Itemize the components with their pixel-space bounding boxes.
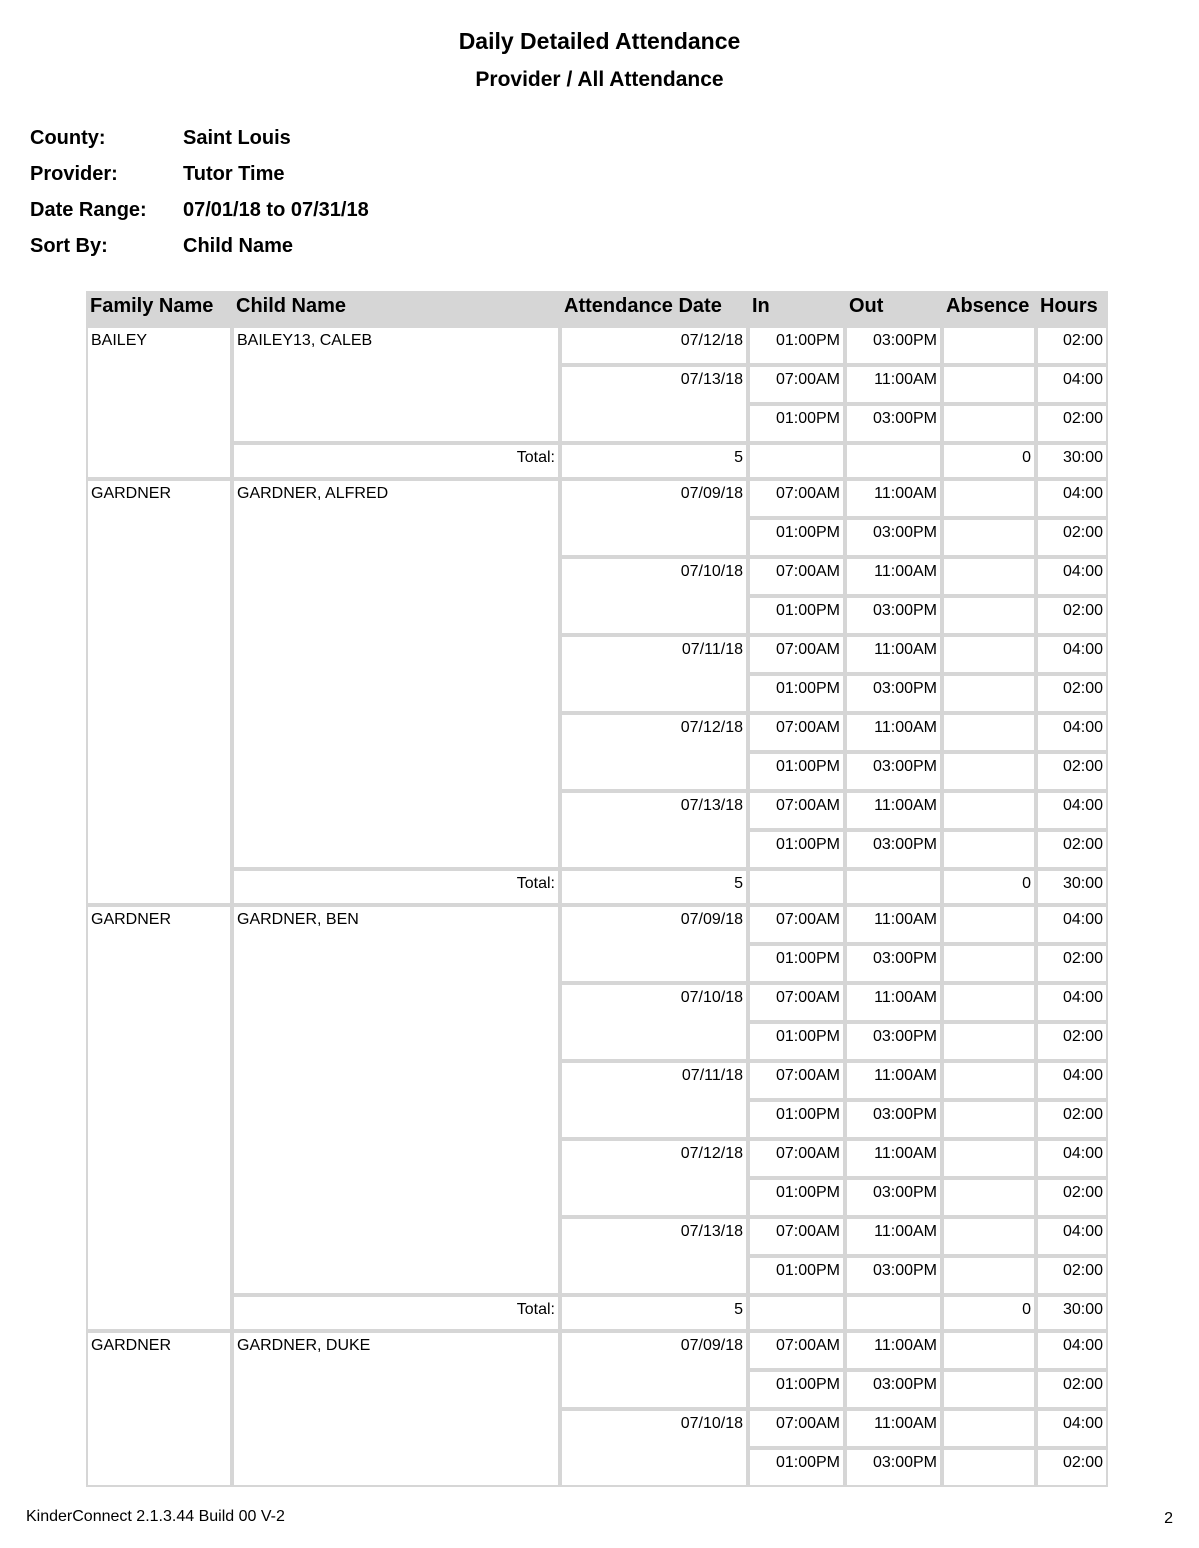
hours-cell: 02:00 bbox=[1036, 944, 1108, 983]
attendance-date-cell: 07/09/18 bbox=[560, 905, 748, 983]
hours-cell: 02:00 bbox=[1036, 1256, 1108, 1295]
time-out-cell: 03:00PM bbox=[845, 830, 942, 869]
total-absence: 0 bbox=[942, 1295, 1036, 1331]
time-out-cell: 03:00PM bbox=[845, 518, 942, 557]
absence-cell bbox=[942, 1256, 1036, 1295]
hours-cell: 02:00 bbox=[1036, 596, 1108, 635]
time-in-cell: 01:00PM bbox=[748, 1022, 845, 1061]
absence-cell bbox=[942, 1409, 1036, 1448]
column-header: Child Name bbox=[232, 291, 560, 326]
total-absence: 0 bbox=[942, 443, 1036, 479]
column-header: Attendance Date bbox=[560, 291, 748, 326]
time-out-cell: 11:00AM bbox=[845, 365, 942, 404]
time-out-cell: 11:00AM bbox=[845, 1331, 942, 1370]
county-label: County: bbox=[30, 127, 106, 149]
hours-cell: 04:00 bbox=[1036, 1217, 1108, 1256]
time-in-cell: 01:00PM bbox=[748, 404, 845, 443]
absence-cell bbox=[942, 1217, 1036, 1256]
absence-cell bbox=[942, 830, 1036, 869]
total-days: 5 bbox=[560, 443, 748, 479]
absence-cell bbox=[942, 713, 1036, 752]
hours-cell: 02:00 bbox=[1036, 518, 1108, 557]
total-out-blank bbox=[845, 1295, 942, 1331]
time-out-cell: 03:00PM bbox=[845, 404, 942, 443]
time-out-cell: 03:00PM bbox=[845, 1022, 942, 1061]
time-in-cell: 07:00AM bbox=[748, 1061, 845, 1100]
time-out-cell: 11:00AM bbox=[845, 905, 942, 944]
absence-cell bbox=[942, 1022, 1036, 1061]
hours-cell: 04:00 bbox=[1036, 635, 1108, 674]
family-name-cell: GARDNER bbox=[86, 905, 232, 1331]
hours-cell: 02:00 bbox=[1036, 1370, 1108, 1409]
child-name-cell: GARDNER, ALFRED bbox=[232, 479, 560, 869]
time-in-cell: 01:00PM bbox=[748, 1178, 845, 1217]
attendance-date-cell: 07/09/18 bbox=[560, 479, 748, 557]
sort-by-label: Sort By: bbox=[30, 235, 108, 257]
hours-cell: 02:00 bbox=[1036, 752, 1108, 791]
absence-cell bbox=[942, 1448, 1036, 1487]
hours-cell: 02:00 bbox=[1036, 404, 1108, 443]
attendance-date-cell: 07/12/18 bbox=[560, 713, 748, 791]
hours-cell: 02:00 bbox=[1036, 1022, 1108, 1061]
hours-cell: 02:00 bbox=[1036, 1100, 1108, 1139]
attendance-date-cell: 07/13/18 bbox=[560, 365, 748, 443]
time-out-cell: 03:00PM bbox=[845, 1256, 942, 1295]
absence-cell bbox=[942, 1331, 1036, 1370]
time-out-cell: 11:00AM bbox=[845, 1139, 942, 1178]
family-name-cell: GARDNER bbox=[86, 479, 232, 905]
time-in-cell: 01:00PM bbox=[748, 1100, 845, 1139]
time-out-cell: 11:00AM bbox=[845, 1061, 942, 1100]
total-absence: 0 bbox=[942, 869, 1036, 905]
family-name-cell: GARDNER bbox=[86, 1331, 232, 1487]
total-label: Total: bbox=[232, 869, 560, 905]
time-in-cell: 01:00PM bbox=[748, 1448, 845, 1487]
attendance-date-cell: 07/10/18 bbox=[560, 557, 748, 635]
time-in-cell: 07:00AM bbox=[748, 905, 845, 944]
attendance-date-cell: 07/09/18 bbox=[560, 1331, 748, 1409]
family-name-cell: BAILEY bbox=[86, 326, 232, 479]
hours-cell: 02:00 bbox=[1036, 830, 1108, 869]
time-out-cell: 03:00PM bbox=[845, 752, 942, 791]
time-out-cell: 11:00AM bbox=[845, 1217, 942, 1256]
attendance-date-cell: 07/13/18 bbox=[560, 1217, 748, 1295]
absence-cell bbox=[942, 1061, 1036, 1100]
absence-cell bbox=[942, 557, 1036, 596]
attendance-date-cell: 07/11/18 bbox=[560, 635, 748, 713]
absence-cell bbox=[942, 1178, 1036, 1217]
hours-cell: 04:00 bbox=[1036, 983, 1108, 1022]
child-name-cell: GARDNER, DUKE bbox=[232, 1331, 560, 1487]
absence-cell bbox=[942, 596, 1036, 635]
total-in-blank bbox=[748, 1295, 845, 1331]
time-in-cell: 01:00PM bbox=[748, 596, 845, 635]
time-in-cell: 07:00AM bbox=[748, 983, 845, 1022]
total-out-blank bbox=[845, 443, 942, 479]
attendance-table bbox=[86, 291, 1108, 1494]
absence-cell bbox=[942, 752, 1036, 791]
hours-cell: 02:00 bbox=[1036, 326, 1108, 365]
time-in-cell: 01:00PM bbox=[748, 1370, 845, 1409]
time-out-cell: 11:00AM bbox=[845, 791, 942, 830]
hours-cell: 04:00 bbox=[1036, 365, 1108, 404]
absence-cell bbox=[942, 791, 1036, 830]
total-out-blank bbox=[845, 869, 942, 905]
attendance-date-cell: 07/12/18 bbox=[560, 1139, 748, 1217]
time-in-cell: 07:00AM bbox=[748, 635, 845, 674]
time-in-cell: 01:00PM bbox=[748, 944, 845, 983]
absence-cell bbox=[942, 1139, 1036, 1178]
column-header: Absence bbox=[942, 291, 1036, 326]
total-label: Total: bbox=[232, 1295, 560, 1331]
hours-cell: 04:00 bbox=[1036, 713, 1108, 752]
time-in-cell: 07:00AM bbox=[748, 1139, 845, 1178]
attendance-date-cell: 07/11/18 bbox=[560, 1061, 748, 1139]
absence-cell bbox=[942, 944, 1036, 983]
time-out-cell: 03:00PM bbox=[845, 1100, 942, 1139]
absence-cell bbox=[942, 674, 1036, 713]
time-in-cell: 07:00AM bbox=[748, 1409, 845, 1448]
total-in-blank bbox=[748, 443, 845, 479]
hours-cell: 04:00 bbox=[1036, 1331, 1108, 1370]
time-in-cell: 01:00PM bbox=[748, 326, 845, 365]
time-out-cell: 11:00AM bbox=[845, 1409, 942, 1448]
attendance-date-cell: 07/10/18 bbox=[560, 1409, 748, 1487]
column-header: Hours bbox=[1036, 291, 1108, 326]
time-out-cell: 03:00PM bbox=[845, 326, 942, 365]
absence-cell bbox=[942, 983, 1036, 1022]
time-in-cell: 01:00PM bbox=[748, 830, 845, 869]
absence-cell bbox=[942, 905, 1036, 944]
hours-cell: 04:00 bbox=[1036, 1061, 1108, 1100]
absence-cell bbox=[942, 1370, 1036, 1409]
hours-cell: 04:00 bbox=[1036, 1139, 1108, 1178]
hours-cell: 04:00 bbox=[1036, 791, 1108, 830]
time-in-cell: 07:00AM bbox=[748, 791, 845, 830]
time-in-cell: 01:00PM bbox=[748, 1256, 845, 1295]
absence-cell bbox=[942, 479, 1036, 518]
county-value: Saint Louis bbox=[183, 127, 291, 149]
absence-cell bbox=[942, 1100, 1036, 1139]
total-label: Total: bbox=[232, 443, 560, 479]
time-in-cell: 01:00PM bbox=[748, 674, 845, 713]
time-out-cell: 11:00AM bbox=[845, 713, 942, 752]
attendance-date-cell: 07/12/18 bbox=[560, 326, 748, 365]
total-days: 5 bbox=[560, 869, 748, 905]
time-in-cell: 07:00AM bbox=[748, 479, 845, 518]
report-title: Daily Detailed Attendance bbox=[458, 28, 741, 54]
time-out-cell: 11:00AM bbox=[845, 983, 942, 1022]
time-in-cell: 07:00AM bbox=[748, 365, 845, 404]
hours-cell: 02:00 bbox=[1036, 1448, 1108, 1487]
total-days: 5 bbox=[560, 1295, 748, 1331]
time-out-cell: 03:00PM bbox=[845, 1370, 942, 1409]
time-out-cell: 11:00AM bbox=[845, 557, 942, 596]
absence-cell bbox=[942, 365, 1036, 404]
page-number: 2 bbox=[1164, 1510, 1173, 1527]
time-in-cell: 07:00AM bbox=[748, 1331, 845, 1370]
hours-cell: 04:00 bbox=[1036, 479, 1108, 518]
total-hours: 30:00 bbox=[1036, 443, 1108, 479]
hours-cell: 04:00 bbox=[1036, 557, 1108, 596]
time-out-cell: 03:00PM bbox=[845, 1448, 942, 1487]
total-in-blank bbox=[748, 869, 845, 905]
time-out-cell: 03:00PM bbox=[845, 944, 942, 983]
report-subtitle: Provider / All Attendance bbox=[475, 68, 724, 91]
sort-by-value: Child Name bbox=[183, 235, 294, 257]
date-range-value: 07/01/18 to 07/31/18 bbox=[183, 199, 369, 221]
time-out-cell: 03:00PM bbox=[845, 596, 942, 635]
column-header: In bbox=[748, 291, 845, 326]
absence-cell bbox=[942, 635, 1036, 674]
absence-cell bbox=[942, 518, 1036, 557]
time-in-cell: 07:00AM bbox=[748, 557, 845, 596]
hours-cell: 02:00 bbox=[1036, 1178, 1108, 1217]
provider-value: Tutor Time bbox=[183, 163, 285, 185]
time-in-cell: 07:00AM bbox=[748, 1217, 845, 1256]
total-hours: 30:00 bbox=[1036, 1295, 1108, 1331]
footer-version: KinderConnect 2.1.3.44 Build 00 V-2 bbox=[26, 1508, 285, 1525]
time-in-cell: 01:00PM bbox=[748, 752, 845, 791]
absence-cell bbox=[942, 404, 1036, 443]
attendance-date-cell: 07/10/18 bbox=[560, 983, 748, 1061]
time-out-cell: 11:00AM bbox=[845, 479, 942, 518]
time-in-cell: 07:00AM bbox=[748, 713, 845, 752]
column-header: Out bbox=[845, 291, 942, 326]
time-out-cell: 03:00PM bbox=[845, 674, 942, 713]
total-hours: 30:00 bbox=[1036, 869, 1108, 905]
absence-cell bbox=[942, 326, 1036, 365]
column-header: Family Name bbox=[86, 291, 232, 326]
attendance-date-cell: 07/13/18 bbox=[560, 791, 748, 869]
time-out-cell: 03:00PM bbox=[845, 1178, 942, 1217]
date-range-label: Date Range: bbox=[30, 199, 147, 221]
hours-cell: 04:00 bbox=[1036, 905, 1108, 944]
time-in-cell: 01:00PM bbox=[748, 518, 845, 557]
provider-label: Provider: bbox=[30, 163, 118, 185]
hours-cell: 04:00 bbox=[1036, 1409, 1108, 1448]
hours-cell: 02:00 bbox=[1036, 674, 1108, 713]
child-name-cell: BAILEY13, CALEB bbox=[232, 326, 560, 443]
time-out-cell: 11:00AM bbox=[845, 635, 942, 674]
child-name-cell: GARDNER, BEN bbox=[232, 905, 560, 1295]
